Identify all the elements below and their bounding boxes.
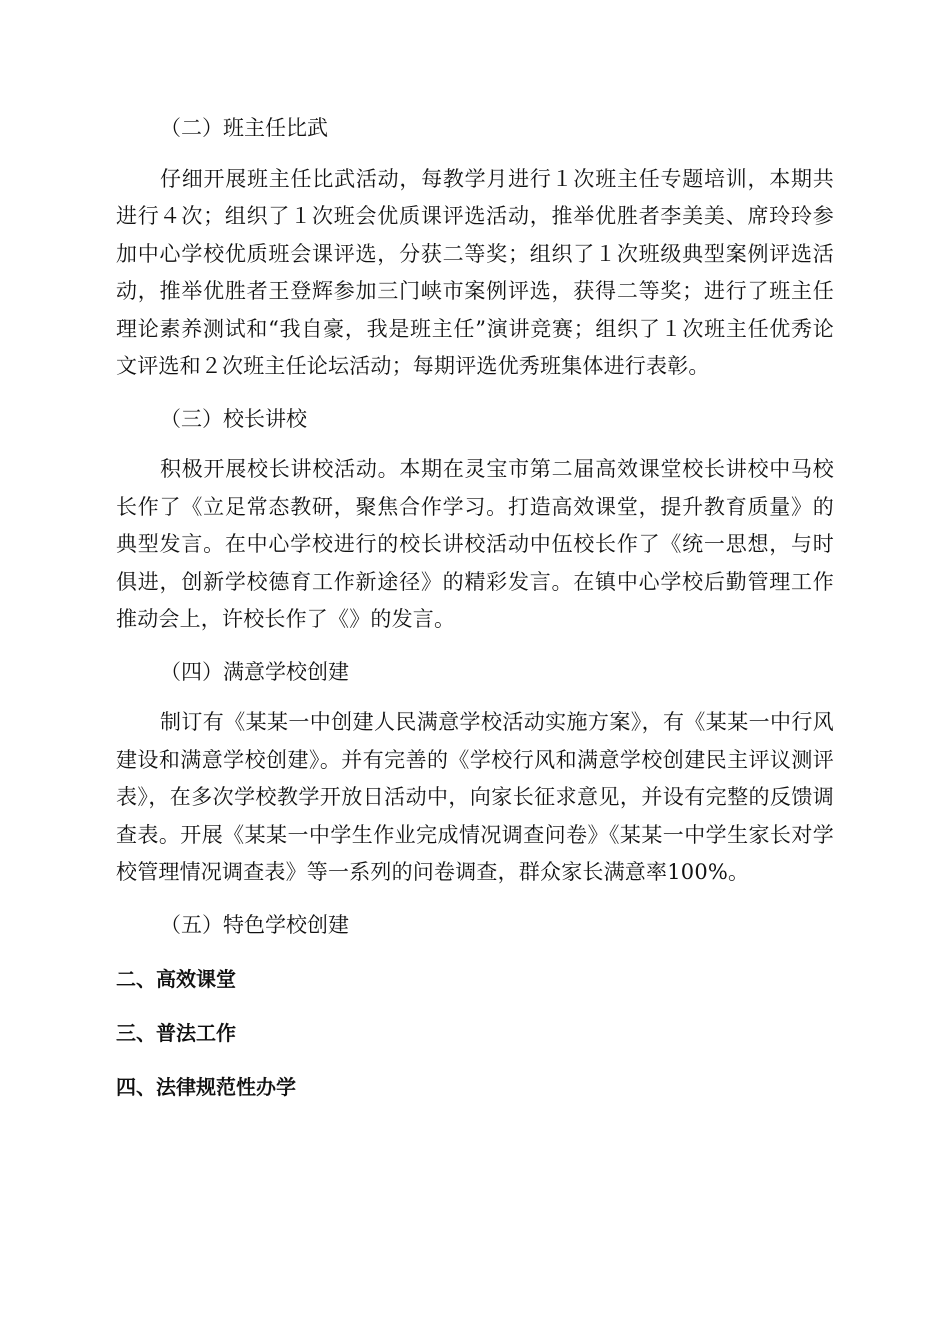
section-body-4: 制订有《某某一中创建人民满意学校活动实施方案》，有《某某一中行风建设和满意学校创建》。并有完善的《学校行风和满意学校创建民主评议测评表》，在多次学校教学开放日活动中，向家长征求意见，并设有完整的反馈调查表。开展《某某一中学生作业完成情况调查问卷》《某某一中学生家长对学校管理情况调查表》等一系列的问卷调查，群众家长满意率100%。	[116, 710, 834, 884]
section-body-2: 仔细开展班主任比武活动，每教学月进行１次班主任专题培训，本期共进行４次；组织了１次班会优质课评选活动，推举优胜者李美美、席玲玲参加中心学校优质班会课评选，分获二等奖；组织了１次班级典型案例评选活动，推举优胜者王登辉参加三门峡市案例评选，获得二等奖；进行了班主任理论素养测试和“我自豪，我是班主任”演讲竞赛；组织了１次班主任优秀论文评选和２次班主任论坛活动；每期评选优秀班集体进行表彰。	[116, 166, 834, 378]
section-heading-3: （三）校长讲校	[160, 406, 307, 431]
section-heading-4: （四）满意学校创建	[160, 659, 349, 684]
document-content	[116, 110, 834, 1106]
section-heading-5: （五）特色学校创建	[160, 912, 349, 937]
section-heading-2: （二）班主任比武	[160, 116, 328, 140]
main-heading-3: 三、普法工作	[116, 1021, 236, 1045]
section-body-3: 积极开展校长讲校活动。本期在灵宝市第二届高效课堂校长讲校中马校长作了《立足常态教研，聚焦合作学习。打造高效课堂，提升教育质量》的典型发言。在中心学校进行的校长讲校活动中伍校长作了《统一思想，与时俱进，创新学校德育工作新途径》的精彩发言。在镇中心学校后勤管理工作推动会上，许校长作了《》的发言。	[116, 457, 834, 631]
main-heading-2: 二、高效课堂	[116, 967, 236, 991]
main-heading-4: 四、法律规范性办学	[116, 1075, 296, 1099]
